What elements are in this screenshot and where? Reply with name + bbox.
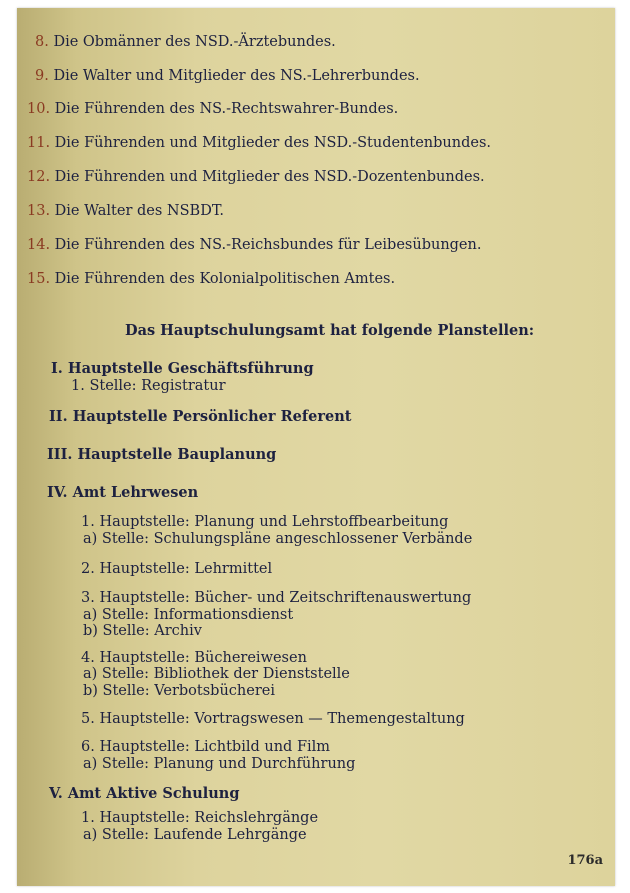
list-item [35,67,420,85]
outline-heading [47,484,198,502]
roman-numeral: I. [51,360,63,377]
outline-heading [49,408,351,426]
list-item-number: 15. [27,271,51,287]
outline-heading [47,446,276,464]
outline-subitem: a) Stelle: Schulungspläne angeschlossener Verbände [83,531,473,547]
outline-item: 3. Hauptstelle: Bücher- und Zeitschriftenauswertung [81,590,472,606]
roman-numeral: II. [49,408,68,425]
document-page [17,8,615,886]
outline-item: 6. Hauptstelle: Lichtbild und Film [81,739,331,755]
roman-numeral: IV. [47,484,68,501]
list-item-text: Die Führenden des NS.-Rechtswahrer-Bundes. [54,101,399,117]
list-item-text: Die Walter des NSBDT. [54,203,224,219]
list-item-text: Die Obmänner des NSD.-Ärztebundes. [53,34,336,50]
list-item-text: Die Führenden des Kolonialpolitischen Amtes. [54,271,396,287]
list-item-number: 10. [27,101,51,117]
outline-subitem: a) Stelle: Planung und Durchführung [83,756,356,772]
list-item-text: Die Führenden und Mitglieder des NSD.-Dozentenbundes. [54,169,485,185]
list-item-text: Die Führenden des NS.-Reichsbundes für Leibesübungen. [54,237,482,253]
list-item [27,202,224,220]
roman-numeral: III. [47,446,73,463]
list-item-number: 13. [27,203,51,219]
outline-heading [51,360,314,378]
list-item [27,168,485,186]
list-item-text: Die Walter und Mitglieder des NS.-Lehrerbundes. [53,68,420,84]
outline-heading-title: Hauptstelle Bauplanung [77,446,277,463]
outline-item: 2. Hauptstelle: Lehrmittel [81,561,273,577]
list-item [27,236,481,254]
list-item [27,100,398,118]
outline-subitem: b) Stelle: Archiv [83,623,202,639]
list-item-text: Die Führenden und Mitglieder des NSD.-Studentenbundes. [54,135,492,151]
outline-subitem: a) Stelle: Informationsdienst [83,607,294,623]
outline-subitem: a) Stelle: Bibliothek der Dienststelle [83,666,350,682]
outline-heading [49,785,240,803]
outline-heading-title: Amt Aktive Schulung [67,785,240,802]
outline-item: 4. Hauptstelle: Büchereiwesen [81,650,307,666]
list-item-number: 14. [27,237,51,253]
list-item [35,33,336,51]
outline-heading-title: Hauptstelle Geschäftsführung [67,360,314,377]
outline-item: 1. Hauptstelle: Planung und Lehrstoffbearbeitung [81,514,449,530]
list-item [27,134,491,152]
section-heading: Das Hauptschulungsamt hat folgende Planstellen: [125,322,535,339]
list-item-number: 12. [27,169,51,185]
outline-heading-title: Hauptstelle Persönlicher Referent [72,408,352,425]
list-item [27,270,395,288]
outline-item: 1. Hauptstelle: Reichslehrgänge [81,810,319,826]
list-item-number: 11. [27,135,51,151]
outline-subitem: a) Stelle: Laufende Lehrgänge [83,827,307,843]
outline-item: 1. Stelle: Registratur [71,378,226,394]
page-number: 176a [567,853,603,868]
roman-numeral: V. [49,785,63,802]
outline-heading-title: Amt Lehrwesen [72,484,199,501]
outline-item: 5. Hauptstelle: Vortragswesen — Themengestaltung [81,711,465,727]
outline-subitem: b) Stelle: Verbotsbücherei [83,683,275,699]
list-item-number: 9. [35,68,49,84]
list-item-number: 8. [35,34,49,50]
